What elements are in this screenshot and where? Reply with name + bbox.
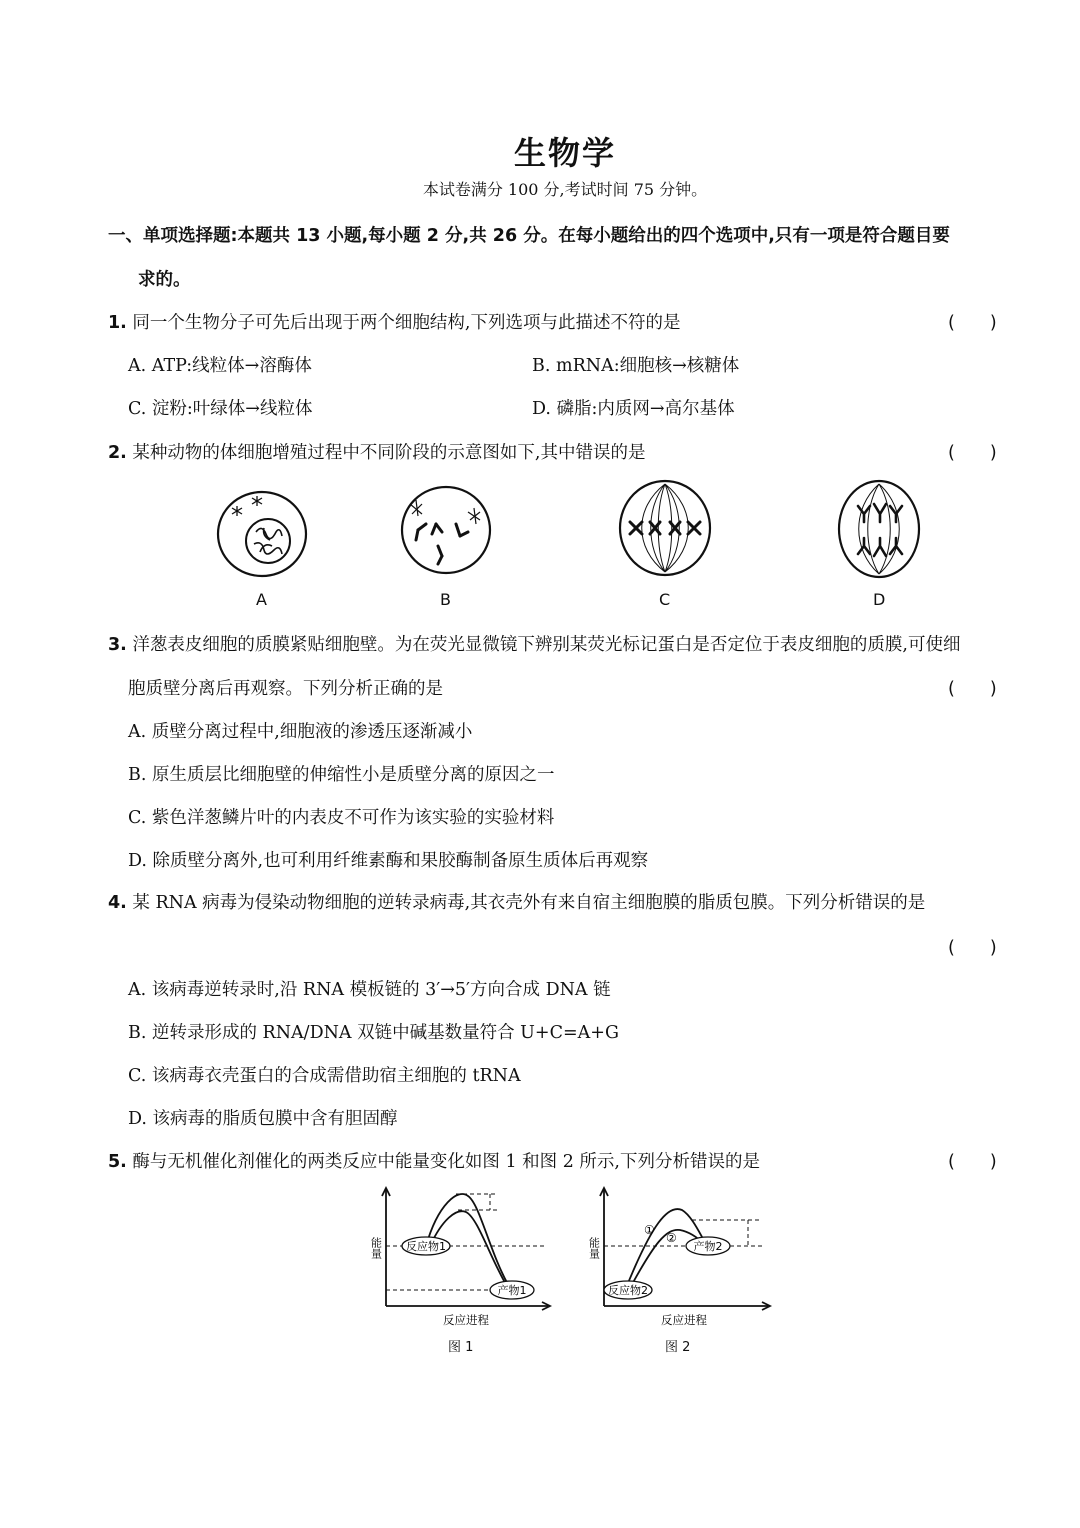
energy-diagram-1 <box>362 1184 562 1334</box>
question-3-number: 3. <box>108 635 127 655</box>
cell-diagram-c <box>616 478 714 578</box>
question-1-stem <box>108 309 680 334</box>
fig2-curve-1-label: ① <box>644 1223 655 1237</box>
q4-option-b: B. 逆转录形成的 RNA/DNA 双链中碱基数量符合 U+C=A+G <box>128 1023 619 1043</box>
q1-option-c: C. 淀粉:叶绿体→线粒体 <box>128 399 313 419</box>
q3-option-c: C. 紫色洋葱鳞片叶的内表皮不可作为该实验的实验材料 <box>128 808 555 828</box>
answer-blank-5: ( ) <box>948 1152 997 1172</box>
cell-label-a: A <box>256 590 267 609</box>
cell-diagram-a <box>212 488 312 580</box>
q4-option-a: A. 该病毒逆转录时,沿 RNA 模板链的 3′→5′方向合成 DNA 链 <box>128 980 611 1000</box>
fig2-curve-2-label: ② <box>666 1231 677 1245</box>
question-2-number: 2. <box>108 443 127 463</box>
question-2-text: 某种动物的体细胞增殖过程中不同阶段的示意图如下,其中错误的是 <box>132 443 646 463</box>
fig2-y-axis-label: 能量 <box>587 1237 601 1259</box>
question-2-stem <box>108 439 645 464</box>
question-4-stem <box>108 889 925 914</box>
question-5-text: 酶与无机催化剂催化的两类反应中能量变化如图 1 和图 2 所示,下列分析错误的是 <box>132 1152 760 1172</box>
energy-diagram-2 <box>582 1184 782 1334</box>
cell-label-d: D <box>873 590 886 609</box>
q1-option-d: D. 磷脂:内质网→高尔基体 <box>532 399 735 419</box>
question-3-text: 洋葱表皮细胞的质膜紧贴细胞壁。为在荧光显微镜下辨别某荧光标记蛋白是否定位于表皮细胞的质膜,可使细 <box>132 635 961 655</box>
section-heading: 一、单项选择题:本题共 13 小题,每小题 2 分,共 26 分。在每小题给出的四个选项中,只有一项是符合题目要 <box>108 226 950 246</box>
q4-option-d: D. 该病毒的脂质包膜中含有胆固醇 <box>128 1109 398 1129</box>
cell-diagram-b <box>398 484 494 576</box>
answer-blank-1: ( ) <box>948 313 997 333</box>
question-3-text-cont: 胞质壁分离后再观察。下列分析正确的是 <box>128 679 443 699</box>
fig1-y-axis-label: 能量 <box>369 1237 383 1259</box>
fig2-x-axis-label: 反应进程 <box>661 1313 707 1327</box>
question-1-number: 1. <box>108 313 127 333</box>
fig2-product-label: 产物2 <box>693 1240 723 1253</box>
q3-option-a: A. 质壁分离过程中,细胞液的渗透压逐渐减小 <box>128 722 473 742</box>
question-4-text: 某 RNA 病毒为侵染动物细胞的逆转录病毒,其衣壳外有来自宿主细胞膜的脂质包膜。下列分析错误的是 <box>132 893 926 913</box>
answer-blank-2: ( ) <box>948 443 997 463</box>
fig2-reactant-label: 反应物2 <box>608 1284 648 1297</box>
answer-blank-4: ( ) <box>948 938 997 958</box>
fig1-reactant-label: 反应物1 <box>406 1240 446 1253</box>
question-1-text: 同一个生物分子可先后出现于两个细胞结构,下列选项与此描述不符的是 <box>132 313 681 333</box>
page-title: 生物学 <box>513 134 616 172</box>
question-3-stem <box>108 631 960 656</box>
figure-2-caption: 图 2 <box>665 1340 691 1355</box>
q1-option-a: A. ATP:线粒体→溶酶体 <box>128 356 312 376</box>
exam-info: 本试卷满分 100 分,考试时间 75 分钟。 <box>422 180 708 199</box>
fig1-x-axis-label: 反应进程 <box>443 1313 489 1327</box>
cell-label-c: C <box>659 590 671 609</box>
answer-blank-3: ( ) <box>948 679 997 699</box>
question-5-number: 5. <box>108 1152 127 1172</box>
q3-option-b: B. 原生质层比细胞壁的伸缩性小是质壁分离的原因之一 <box>128 765 555 785</box>
fig1-product-label: 产物1 <box>497 1284 527 1297</box>
cell-diagram-d <box>836 478 922 580</box>
figure-1-caption: 图 1 <box>448 1340 474 1355</box>
q4-option-c: C. 该病毒衣壳蛋白的合成需借助宿主细胞的 tRNA <box>128 1066 521 1086</box>
section-heading-cont: 求的。 <box>138 270 191 290</box>
question-4-number: 4. <box>108 893 127 913</box>
q1-option-b: B. mRNA:细胞核→核糖体 <box>532 356 740 376</box>
cell-label-b: B <box>440 590 451 609</box>
q3-option-d: D. 除质壁分离外,也可利用纤维素酶和果胶酶制备原生质体后再观察 <box>128 851 649 871</box>
question-5-stem <box>108 1148 760 1173</box>
